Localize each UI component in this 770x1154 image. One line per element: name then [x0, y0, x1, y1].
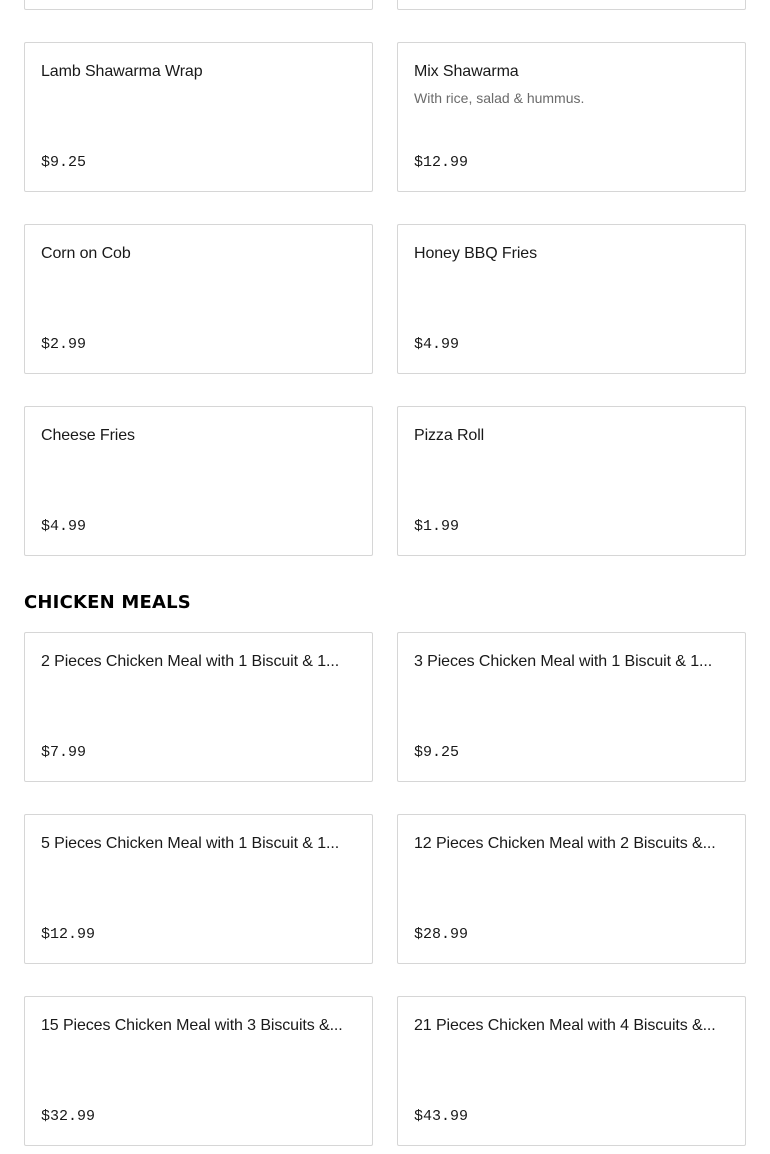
- menu-item-name: 2 Pieces Chicken Meal with 1 Biscuit & 1...: [41, 653, 340, 670]
- menu-grid-chicken-meals: [24, 632, 746, 1146]
- menu-item-card[interactable]: [24, 42, 373, 192]
- menu-item-price: $28.99: [414, 926, 469, 943]
- menu-item-name: Cheese Fries: [41, 427, 135, 444]
- menu-item-card[interactable]: [397, 996, 746, 1146]
- menu-item-name: 5 Pieces Chicken Meal with 1 Biscuit & 1...: [41, 835, 340, 852]
- menu-item-card[interactable]: [24, 632, 373, 782]
- menu-item-card[interactable]: [397, 224, 746, 374]
- menu-item-card[interactable]: [397, 42, 746, 192]
- menu-item-card[interactable]: [24, 814, 373, 964]
- menu-item-name: 12 Pieces Chicken Meal with 2 Biscuits &...: [414, 835, 716, 852]
- menu-item-price: $1.99: [414, 518, 460, 535]
- menu-item-card[interactable]: [397, 406, 746, 556]
- menu-grid-previous-section: [24, 0, 746, 556]
- menu-item-price: $7.99: [41, 744, 87, 761]
- menu-item-name: 3 Pieces Chicken Meal with 1 Biscuit & 1...: [414, 653, 713, 670]
- menu-item-price: $2.99: [41, 336, 87, 353]
- menu-page: [24, 0, 746, 1146]
- menu-item-card[interactable]: [24, 0, 373, 10]
- menu-item-card[interactable]: [397, 0, 746, 10]
- menu-item-price: $9.25: [414, 744, 460, 761]
- menu-item-price: $4.99: [414, 336, 460, 353]
- menu-item-card[interactable]: [24, 406, 373, 556]
- menu-item-name: 15 Pieces Chicken Meal with 3 Biscuits &...: [41, 1017, 343, 1034]
- menu-item-price: $43.99: [414, 1108, 469, 1125]
- menu-item-card[interactable]: [24, 996, 373, 1146]
- menu-item-description: With rice, salad & hummus.: [414, 90, 585, 106]
- menu-item-name: Pizza Roll: [414, 427, 485, 444]
- menu-item-card[interactable]: [397, 814, 746, 964]
- menu-item-price: $12.99: [41, 926, 96, 943]
- menu-item-name: 21 Pieces Chicken Meal with 4 Biscuits &...: [414, 1017, 716, 1034]
- menu-item-name: Honey BBQ Fries: [414, 245, 537, 262]
- menu-item-name: Lamb Shawarma Wrap: [41, 63, 203, 80]
- section-title-chicken-meals: CHICKEN MEALS: [24, 592, 191, 613]
- menu-item-price: $9.25: [41, 154, 87, 171]
- menu-item-card[interactable]: [397, 632, 746, 782]
- section-spacer: [24, 556, 746, 592]
- menu-item-price: $12.99: [414, 154, 469, 171]
- menu-item-name: Corn on Cob: [41, 245, 131, 262]
- menu-item-price: $4.99: [41, 518, 87, 535]
- menu-item-price: $32.99: [41, 1108, 96, 1125]
- menu-item-name: Mix Shawarma: [414, 63, 519, 80]
- menu-item-card[interactable]: [24, 224, 373, 374]
